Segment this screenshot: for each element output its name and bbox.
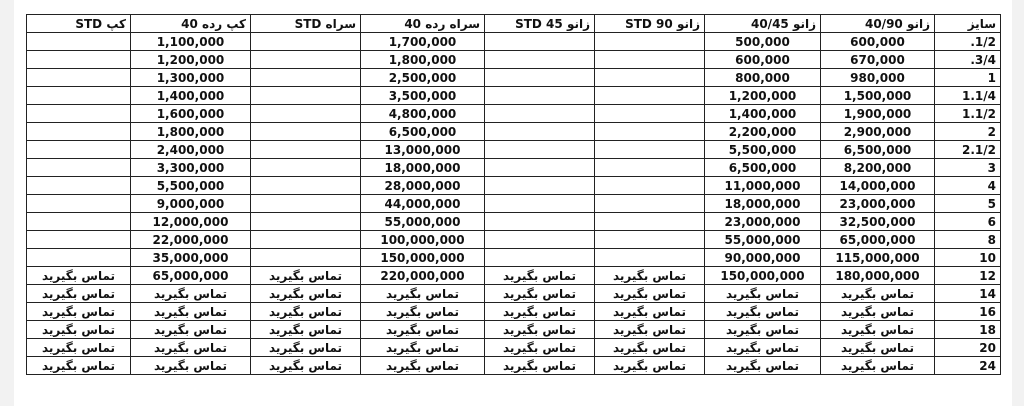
- cell-tee-40: 220,000,000: [361, 267, 485, 285]
- header-tee-std: سراه STD: [251, 15, 361, 33]
- cell-cap-40: 22,000,000: [131, 231, 251, 249]
- cell-cap-std: [27, 69, 131, 87]
- cell-elbow-40-90: 180,000,000: [821, 267, 935, 285]
- cell-cap-std: [27, 51, 131, 69]
- cell-tee-std: [251, 141, 361, 159]
- table-row: [27, 87, 1001, 105]
- cell-size: 2: [935, 123, 1001, 141]
- table-row: [27, 123, 1001, 141]
- cell-tee-std: تماس بگیرید: [251, 357, 361, 375]
- cell-elbow-std-45: [485, 141, 595, 159]
- cell-tee-std: [251, 213, 361, 231]
- cell-size: 8: [935, 231, 1001, 249]
- cell-cap-40: 1,300,000: [131, 69, 251, 87]
- cell-tee-40: 1,700,000: [361, 33, 485, 51]
- cell-elbow-std-45: تماس بگیرید: [485, 339, 595, 357]
- cell-cap-std: [27, 33, 131, 51]
- cell-cap-40: 3,300,000: [131, 159, 251, 177]
- cell-elbow-std-90: [595, 33, 705, 51]
- header-size: سایز: [935, 15, 1001, 33]
- cell-tee-std: تماس بگیرید: [251, 285, 361, 303]
- cell-tee-std: [251, 33, 361, 51]
- cell-elbow-40-90: 670,000: [821, 51, 935, 69]
- cell-elbow-40-45: 23,000,000: [705, 213, 821, 231]
- cell-tee-40: 3,500,000: [361, 87, 485, 105]
- cell-elbow-std-45: [485, 51, 595, 69]
- table-row: [27, 339, 1001, 357]
- cell-cap-40: 1,800,000: [131, 123, 251, 141]
- cell-tee-40: 6,500,000: [361, 123, 485, 141]
- cell-cap-40: تماس بگیرید: [131, 285, 251, 303]
- cell-size: 10: [935, 249, 1001, 267]
- cell-elbow-40-45: 600,000: [705, 51, 821, 69]
- cell-elbow-40-90: 32,500,000: [821, 213, 935, 231]
- cell-cap-40: 1,400,000: [131, 87, 251, 105]
- cell-elbow-40-90: 6,500,000: [821, 141, 935, 159]
- cell-tee-std: [251, 105, 361, 123]
- cell-elbow-std-90: [595, 159, 705, 177]
- cell-tee-std: [251, 87, 361, 105]
- cell-size: 6: [935, 213, 1001, 231]
- cell-cap-40: تماس بگیرید: [131, 339, 251, 357]
- cell-cap-std: [27, 231, 131, 249]
- cell-size: 1.1/2: [935, 105, 1001, 123]
- cell-tee-std: [251, 69, 361, 87]
- table-row: [27, 267, 1001, 285]
- cell-elbow-std-45: [485, 69, 595, 87]
- cell-cap-std: [27, 195, 131, 213]
- cell-tee-40: 150,000,000: [361, 249, 485, 267]
- cell-elbow-40-90: 600,000: [821, 33, 935, 51]
- table-row: [27, 33, 1001, 51]
- cell-size: 1: [935, 69, 1001, 87]
- table-row: [27, 159, 1001, 177]
- cell-elbow-40-90: 2,900,000: [821, 123, 935, 141]
- table-row: [27, 105, 1001, 123]
- cell-size: 24: [935, 357, 1001, 375]
- cell-elbow-std-45: تماس بگیرید: [485, 267, 595, 285]
- cell-elbow-std-90: [595, 87, 705, 105]
- cell-elbow-40-90: 8,200,000: [821, 159, 935, 177]
- cell-size: 5: [935, 195, 1001, 213]
- cell-tee-std: [251, 195, 361, 213]
- cell-elbow-40-45: تماس بگیرید: [705, 339, 821, 357]
- cell-elbow-std-45: [485, 195, 595, 213]
- cell-tee-std: [251, 51, 361, 69]
- table-row: [27, 357, 1001, 375]
- header-row: [27, 15, 1001, 33]
- cell-elbow-std-45: [485, 159, 595, 177]
- cell-elbow-40-90: 1,500,000: [821, 87, 935, 105]
- table-row: [27, 231, 1001, 249]
- table-row: [27, 177, 1001, 195]
- cell-elbow-40-45: 800,000: [705, 69, 821, 87]
- cell-size: 14: [935, 285, 1001, 303]
- table-row: [27, 321, 1001, 339]
- table-row: [27, 195, 1001, 213]
- cell-elbow-40-90: 14,000,000: [821, 177, 935, 195]
- cell-elbow-40-45: تماس بگیرید: [705, 321, 821, 339]
- cell-tee-40: 4,800,000: [361, 105, 485, 123]
- cell-cap-40: 5,500,000: [131, 177, 251, 195]
- header-tee-40: سراه رده 40: [361, 15, 485, 33]
- cell-cap-40: 2,400,000: [131, 141, 251, 159]
- cell-cap-std: [27, 105, 131, 123]
- cell-elbow-40-45: 2,200,000: [705, 123, 821, 141]
- table-row: [27, 285, 1001, 303]
- cell-tee-40: تماس بگیرید: [361, 339, 485, 357]
- cell-elbow-40-45: 18,000,000: [705, 195, 821, 213]
- price-table: [26, 14, 1001, 375]
- cell-tee-std: تماس بگیرید: [251, 339, 361, 357]
- cell-size: 3: [935, 159, 1001, 177]
- cell-tee-40: تماس بگیرید: [361, 321, 485, 339]
- cell-cap-std: [27, 123, 131, 141]
- cell-cap-std: [27, 177, 131, 195]
- cell-tee-40: 1,800,000: [361, 51, 485, 69]
- cell-elbow-std-45: [485, 123, 595, 141]
- header-elbow-40-45: زانو 40/45: [705, 15, 821, 33]
- cell-elbow-40-90: 1,900,000: [821, 105, 935, 123]
- cell-elbow-std-45: [485, 249, 595, 267]
- table-row: [27, 303, 1001, 321]
- cell-elbow-std-90: تماس بگیرید: [595, 267, 705, 285]
- cell-cap-40: 65,000,000: [131, 267, 251, 285]
- cell-cap-std: تماس بگیرید: [27, 357, 131, 375]
- cell-elbow-40-45: 500,000: [705, 33, 821, 51]
- cell-size: 1.1/4: [935, 87, 1001, 105]
- cell-elbow-40-45: تماس بگیرید: [705, 285, 821, 303]
- cell-elbow-40-45: 90,000,000: [705, 249, 821, 267]
- cell-elbow-std-90: [595, 51, 705, 69]
- cell-cap-std: تماس بگیرید: [27, 285, 131, 303]
- header-elbow-std-45: زانو STD 45: [485, 15, 595, 33]
- cell-tee-40: 13,000,000: [361, 141, 485, 159]
- cell-elbow-40-90: تماس بگیرید: [821, 321, 935, 339]
- cell-cap-std: [27, 87, 131, 105]
- cell-cap-40: تماس بگیرید: [131, 303, 251, 321]
- cell-cap-40: 1,200,000: [131, 51, 251, 69]
- cell-elbow-std-45: [485, 177, 595, 195]
- cell-cap-40: 1,600,000: [131, 105, 251, 123]
- cell-cap-40: 12,000,000: [131, 213, 251, 231]
- table-row: [27, 213, 1001, 231]
- cell-cap-std: [27, 213, 131, 231]
- cell-elbow-std-45: [485, 213, 595, 231]
- cell-cap-std: [27, 159, 131, 177]
- cell-cap-40: 9,000,000: [131, 195, 251, 213]
- header-elbow-std-90: زانو STD 90: [595, 15, 705, 33]
- cell-tee-40: 44,000,000: [361, 195, 485, 213]
- cell-elbow-40-90: تماس بگیرید: [821, 303, 935, 321]
- header-cap-40: کپ رده 40: [131, 15, 251, 33]
- cell-tee-40: 100,000,000: [361, 231, 485, 249]
- cell-elbow-40-45: 6,500,000: [705, 159, 821, 177]
- cell-elbow-std-90: تماس بگیرید: [595, 285, 705, 303]
- cell-elbow-std-45: تماس بگیرید: [485, 303, 595, 321]
- cell-tee-40: تماس بگیرید: [361, 303, 485, 321]
- cell-tee-40: تماس بگیرید: [361, 357, 485, 375]
- cell-tee-std: [251, 177, 361, 195]
- table-row: [27, 69, 1001, 87]
- cell-tee-std: تماس بگیرید: [251, 303, 361, 321]
- cell-elbow-std-90: تماس بگیرید: [595, 321, 705, 339]
- table-body: [27, 33, 1001, 375]
- cell-cap-40: تماس بگیرید: [131, 357, 251, 375]
- cell-elbow-40-45: 11,000,000: [705, 177, 821, 195]
- cell-elbow-std-90: [595, 213, 705, 231]
- cell-elbow-std-45: تماس بگیرید: [485, 285, 595, 303]
- cell-cap-std: [27, 249, 131, 267]
- cell-elbow-std-90: [595, 231, 705, 249]
- cell-cap-40: 35,000,000: [131, 249, 251, 267]
- cell-elbow-std-45: [485, 231, 595, 249]
- cell-elbow-40-45: 5,500,000: [705, 141, 821, 159]
- cell-tee-40: 55,000,000: [361, 213, 485, 231]
- cell-tee-40: 28,000,000: [361, 177, 485, 195]
- table-row: [27, 249, 1001, 267]
- cell-elbow-40-90: 115,000,000: [821, 249, 935, 267]
- cell-elbow-std-90: [595, 123, 705, 141]
- price-sheet: [14, 0, 1012, 406]
- cell-cap-40: 1,100,000: [131, 33, 251, 51]
- cell-size: 18: [935, 321, 1001, 339]
- cell-size: 12: [935, 267, 1001, 285]
- cell-elbow-std-45: [485, 87, 595, 105]
- cell-cap-40: تماس بگیرید: [131, 321, 251, 339]
- cell-elbow-std-90: [595, 195, 705, 213]
- cell-tee-std: تماس بگیرید: [251, 267, 361, 285]
- cell-tee-std: [251, 249, 361, 267]
- cell-elbow-40-45: تماس بگیرید: [705, 357, 821, 375]
- cell-elbow-std-90: [595, 105, 705, 123]
- cell-size: 2.1/2: [935, 141, 1001, 159]
- cell-size: 1/2.: [935, 33, 1001, 51]
- cell-cap-std: تماس بگیرید: [27, 321, 131, 339]
- cell-elbow-40-45: 1,400,000: [705, 105, 821, 123]
- cell-size: 4: [935, 177, 1001, 195]
- cell-elbow-std-90: [595, 69, 705, 87]
- cell-elbow-std-90: تماس بگیرید: [595, 357, 705, 375]
- cell-cap-std: تماس بگیرید: [27, 267, 131, 285]
- cell-elbow-std-45: [485, 33, 595, 51]
- cell-elbow-std-90: [595, 249, 705, 267]
- cell-elbow-std-90: تماس بگیرید: [595, 339, 705, 357]
- cell-elbow-40-45: تماس بگیرید: [705, 303, 821, 321]
- cell-size: 20: [935, 339, 1001, 357]
- cell-elbow-40-90: تماس بگیرید: [821, 339, 935, 357]
- cell-elbow-std-90: تماس بگیرید: [595, 303, 705, 321]
- cell-elbow-40-45: 1,200,000: [705, 87, 821, 105]
- cell-elbow-40-45: 55,000,000: [705, 231, 821, 249]
- cell-size: 16: [935, 303, 1001, 321]
- cell-tee-40: تماس بگیرید: [361, 285, 485, 303]
- cell-elbow-std-90: [595, 141, 705, 159]
- cell-elbow-40-90: تماس بگیرید: [821, 285, 935, 303]
- cell-tee-std: [251, 231, 361, 249]
- cell-elbow-40-90: تماس بگیرید: [821, 357, 935, 375]
- cell-tee-40: 18,000,000: [361, 159, 485, 177]
- cell-elbow-40-90: 23,000,000: [821, 195, 935, 213]
- header-cap-std: کپ STD: [27, 15, 131, 33]
- cell-tee-40: 2,500,000: [361, 69, 485, 87]
- cell-size: 3/4.: [935, 51, 1001, 69]
- cell-elbow-std-45: تماس بگیرید: [485, 357, 595, 375]
- cell-tee-std: تماس بگیرید: [251, 321, 361, 339]
- table-row: [27, 51, 1001, 69]
- cell-elbow-40-45: 150,000,000: [705, 267, 821, 285]
- cell-cap-std: تماس بگیرید: [27, 339, 131, 357]
- table-row: [27, 141, 1001, 159]
- cell-cap-std: [27, 141, 131, 159]
- cell-elbow-40-90: 980,000: [821, 69, 935, 87]
- cell-tee-std: [251, 123, 361, 141]
- cell-tee-std: [251, 159, 361, 177]
- cell-elbow-std-45: [485, 105, 595, 123]
- cell-elbow-40-90: 65,000,000: [821, 231, 935, 249]
- cell-elbow-std-90: [595, 177, 705, 195]
- cell-elbow-std-45: تماس بگیرید: [485, 321, 595, 339]
- cell-cap-std: تماس بگیرید: [27, 303, 131, 321]
- header-elbow-40-90: زانو 40/90: [821, 15, 935, 33]
